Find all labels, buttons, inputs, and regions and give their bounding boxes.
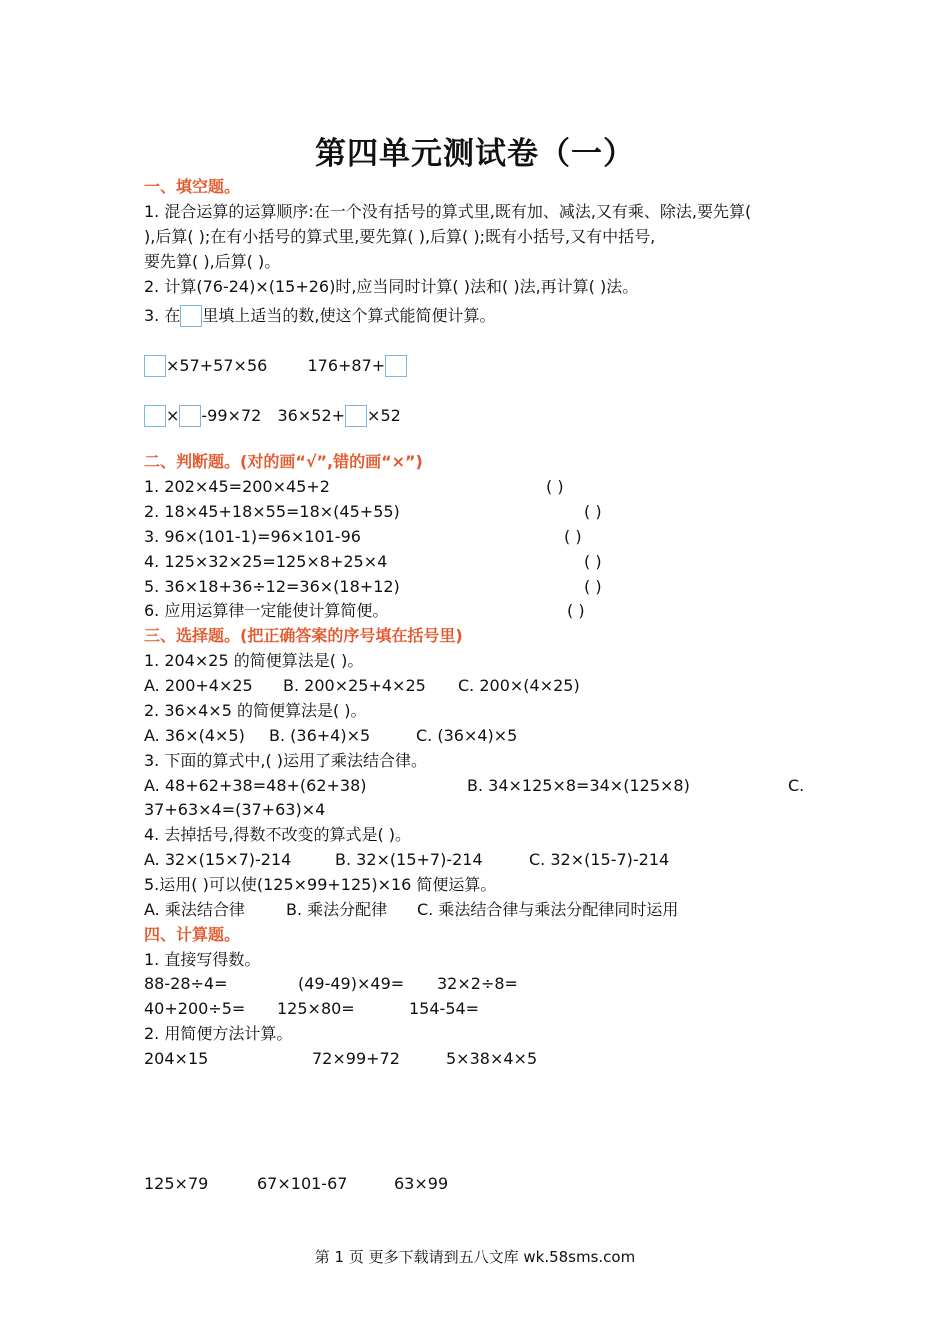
choice-option[interactable]: C. 乘法结合律与乘法分配律同时运用	[417, 900, 679, 919]
choice-option[interactable]: B. (36+4)×5	[269, 726, 371, 745]
choice-option[interactable]: B. 32×(15+7)-214	[335, 850, 483, 869]
answer-paren[interactable]: ( )	[567, 601, 585, 620]
section-2-heading: 二、判断题。(对的画“√”,错的画“×”)	[144, 452, 423, 471]
judge-item: 3. 96×(101-1)=96×101-96	[144, 527, 361, 546]
answer-paren[interactable]: ( )	[564, 527, 582, 546]
choice-option[interactable]: A. 乘法结合律	[144, 900, 245, 919]
expression: ×57+57×56	[166, 356, 268, 375]
section-3-heading: 三、选择题。(把正确答案的序号填在括号里)	[144, 626, 463, 645]
choice-q4: 4. 去掉括号,得数不改变的算式是( )。	[144, 825, 412, 844]
answer-box[interactable]	[144, 355, 166, 377]
choice-q2: 2. 36×4×5 的简便算法是( )。	[144, 701, 367, 720]
judge-item: 5. 36×18+36÷12=36×(18+12)	[144, 577, 400, 596]
calc-q1: 1. 直接写得数。	[144, 950, 261, 969]
answer-box[interactable]	[179, 405, 201, 427]
fill-q2: 2. 计算(76-24)×(15+26)时,应当同时计算( )法和( )法,再计算( )法。	[144, 277, 639, 296]
calc-problem: 40+200÷5=	[144, 999, 246, 1018]
calc-problem: 204×15	[144, 1049, 209, 1068]
choice-option[interactable]: C. (36×4)×5	[416, 726, 518, 745]
judge-item: 2. 18×45+18×55=18×(45+55)	[144, 502, 400, 521]
answer-box[interactable]	[385, 355, 407, 377]
calc-problem: 32×2÷8=	[437, 974, 518, 993]
judge-item: 4. 125×32×25=125×8+25×4	[144, 552, 388, 571]
answer-paren[interactable]: ( )	[584, 577, 602, 596]
answer-paren[interactable]: ( )	[584, 502, 602, 521]
choice-option[interactable]: B. 200×25+4×25	[283, 676, 426, 695]
expression: 36×52+	[277, 406, 346, 425]
fill-q1-line2: ),后算( );在有小括号的算式里,要先算( ),后算( );既有小括号,又有中括号,	[144, 227, 656, 246]
section-4-heading: 四、计算题。	[144, 925, 241, 944]
calc-q2: 2. 用简便方法计算。	[144, 1024, 293, 1043]
choice-option[interactable]: C.	[788, 776, 805, 795]
answer-box[interactable]	[144, 405, 166, 427]
page-title: 第四单元测试卷（一）	[315, 136, 635, 172]
choice-option[interactable]: B. 乘法分配律	[286, 900, 388, 919]
fill-q1-line1: 1. 混合运算的运算顺序:在一个没有括号的算式里,既有加、减法,又有乘、除法,要先算(	[144, 202, 752, 221]
fill-q3-prefix: 3. 在	[144, 306, 181, 325]
calc-problem: 125×79	[144, 1174, 209, 1193]
calc-problem: 63×99	[394, 1174, 449, 1193]
choice-option[interactable]: C. 32×(15-7)-214	[529, 850, 670, 869]
answer-box-example	[180, 305, 202, 327]
choice-option-continued: 37+63×4=(37+63)×4	[144, 800, 326, 819]
expression: ×52	[367, 406, 401, 425]
answer-box[interactable]	[345, 405, 367, 427]
choice-option[interactable]: A. 200+4×25	[144, 676, 253, 695]
answer-paren[interactable]: ( )	[584, 552, 602, 571]
calc-problem: 67×101-67	[257, 1174, 348, 1193]
choice-option[interactable]: A. 48+62+38=48+(62+38)	[144, 776, 367, 795]
calc-problem: 88-28÷4=	[144, 974, 228, 993]
judge-item: 6. 应用运算律一定能使计算简便。	[144, 601, 389, 620]
choice-q1: 1. 204×25 的简便算法是( )。	[144, 651, 364, 670]
expression: 176+87+	[307, 356, 386, 375]
fill-q1-line3: 要先算( ),后算( )。	[144, 252, 281, 271]
expression-row-1	[144, 355, 407, 377]
choice-q5: 5.运用( )可以使(125×99+125)×16 简便运算。	[144, 875, 497, 894]
choice-option[interactable]: B. 34×125×8=34×(125×8)	[467, 776, 690, 795]
calc-problem: (49-49)×49=	[298, 974, 405, 993]
expression: ×	[166, 406, 180, 425]
judge-item: 1. 202×45=200×45+2	[144, 477, 330, 496]
choice-option[interactable]: C. 200×(4×25)	[458, 676, 580, 695]
calc-problem: 125×80=	[277, 999, 355, 1018]
calc-problem: 5×38×4×5	[446, 1049, 538, 1068]
page-footer: 第 1 页 更多下载请到五八文库 wk.58sms.com	[314, 1248, 636, 1266]
expression: -99×72	[201, 406, 262, 425]
fill-q3	[144, 305, 495, 327]
choice-option[interactable]: A. 36×(4×5)	[144, 726, 245, 745]
choice-q3: 3. 下面的算式中,( )运用了乘法结合律。	[144, 751, 428, 770]
choice-option[interactable]: A. 32×(15×7)-214	[144, 850, 292, 869]
calc-problem: 154-54=	[409, 999, 480, 1018]
calc-problem: 72×99+72	[312, 1049, 400, 1068]
answer-paren[interactable]: ( )	[546, 477, 564, 496]
section-1-heading: 一、填空题。	[144, 177, 241, 196]
expression-row-2	[144, 405, 401, 427]
fill-q3-suffix: 里填上适当的数,使这个算式能简便计算。	[202, 306, 496, 325]
